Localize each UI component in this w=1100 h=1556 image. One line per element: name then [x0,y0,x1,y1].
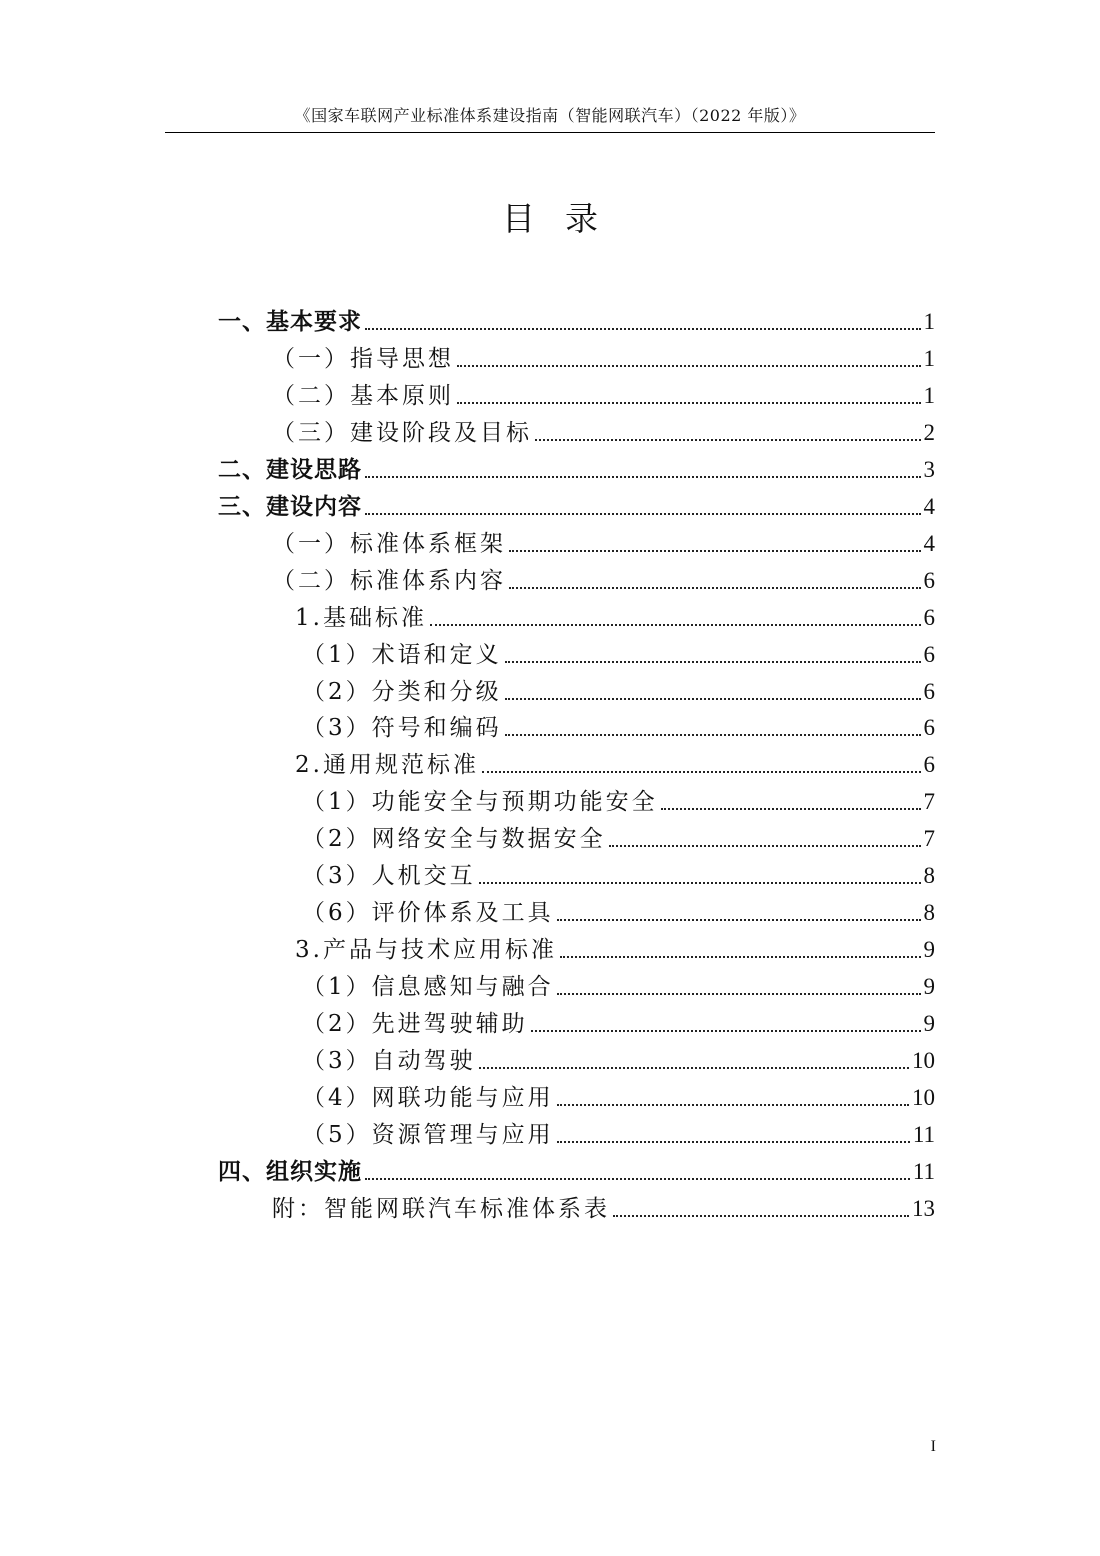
toc-entry[interactable] [302,891,935,928]
toc-leader-dots [479,1066,909,1069]
toc-entry[interactable] [295,743,935,780]
toc-entry[interactable] [302,1113,935,1150]
toc-leader-dots [560,955,921,958]
toc-entry[interactable] [302,817,935,854]
toc-entry[interactable] [272,522,935,559]
toc-entry-label: （3）符号和编码 [302,715,502,742]
toc-entry-page: 7 [923,826,935,852]
toc-entry-label: 一、基本要求 [218,309,362,335]
toc-leader-dots [531,1029,921,1032]
toc-entry-page: 6 [923,641,935,667]
toc-entry[interactable] [302,780,935,817]
toc-leader-dots [509,549,921,552]
toc-entry-page: 10 [912,1048,935,1073]
toc-leader-dots [535,438,921,441]
toc-entry-label: 三、建设内容 [218,493,362,520]
toc-leader-dots [365,1177,910,1180]
toc-leader-dots [430,623,921,626]
toc-entry-page: 9 [923,1011,935,1037]
toc-leader-dots [557,1103,909,1106]
toc-entry[interactable] [218,300,935,337]
toc-entry-label: 四、组织实施 [218,1158,362,1185]
toc-entry-label: （二）基本原则 [272,382,454,409]
toc-leader-dots [505,733,921,736]
toc-entry-label: （一）指导思想 [272,345,454,372]
toc-entry-page: 6 [923,678,935,704]
header-rule [165,132,935,133]
toc-entry-label: （一）标准体系框架 [272,530,506,557]
toc-entry[interactable] [295,596,935,633]
toc-leader-dots [505,660,921,663]
toc-entry[interactable] [272,374,935,411]
toc-entry[interactable] [302,633,935,670]
toc-entry-label: （4）网联功能与应用 [302,1084,554,1111]
toc-entry-label: （2）分类和分级 [302,678,502,705]
toc-entry-page: 4 [923,493,935,519]
toc-leader-dots [457,401,921,404]
toc-entry-label: （3）自动驾驶 [302,1048,476,1074]
toc-entry-page: 1 [923,345,935,371]
toc-entry-label: （6）评价体系及工具 [302,900,554,927]
toc-entry-label: （3）人机交互 [302,863,476,890]
toc-entry[interactable] [302,854,935,891]
toc-entry-page: 6 [923,567,935,593]
toc-leader-dots [557,918,921,921]
toc-entry-page: 1 [923,382,935,408]
toc-leader-dots [365,475,921,478]
toc-leader-dots [613,1214,909,1217]
toc-entry-label: （三）建设阶段及目标 [272,419,532,446]
toc-entry[interactable] [218,1150,935,1187]
toc-entry[interactable] [302,1002,935,1039]
toc-entry-label: （1）术语和定义 [302,641,502,668]
toc-entry-page: 11 [912,1121,935,1147]
toc-entry-label: 二、建设思路 [218,456,362,483]
toc-entry-label: （1）功能安全与预期功能安全 [302,789,658,816]
toc-entry-page: 2 [923,419,935,445]
toc-entry[interactable] [302,706,935,743]
toc-entry-label: （2）网络安全与数据安全 [302,826,606,853]
toc-entry[interactable] [295,928,935,965]
toc-entry-page: 4 [923,530,935,556]
toc-entry[interactable] [302,965,935,1002]
toc-leader-dots [609,844,921,847]
running-header: 《国家车联网产业标准体系建设指南（智能网联汽车）（2022 年版）》 [294,106,806,125]
toc-entry-page: 7 [923,789,935,815]
toc-entry[interactable] [302,1076,935,1113]
toc-entry-label: 1.基础标准 [295,604,427,631]
page-number: I [930,1438,936,1455]
toc-entry[interactable] [218,485,935,522]
toc-leader-dots [482,770,921,773]
toc-entry-page: 13 [912,1195,935,1221]
toc-entry[interactable] [272,411,935,448]
toc-leader-dots [557,992,921,995]
toc-entry-label: （5）资源管理与应用 [302,1121,554,1148]
toc-entry[interactable] [272,559,935,596]
toc-entry-label: （1）信息感知与融合 [302,974,554,1001]
toc-entry[interactable] [272,337,935,374]
toc-entry-label: 3.产品与技术应用标准 [295,937,557,964]
toc-entry[interactable] [302,670,935,707]
toc-leader-dots [365,512,921,515]
toc-entry-page: 6 [923,715,935,741]
toc-entry-label: 附：智能网联汽车标准体系表 [272,1195,610,1222]
toc-leader-dots [505,697,921,700]
toc-entry-page: 9 [923,974,935,1000]
toc-entry[interactable] [302,1039,935,1076]
toc-entry-page: 10 [912,1084,935,1110]
toc-leader-dots [509,586,921,589]
toc-entry-page: 6 [923,752,935,778]
toc-entry-page: 9 [923,937,935,963]
toc-leader-dots [661,807,921,810]
toc-leader-dots [457,364,921,367]
page-title: 目录 [502,199,628,238]
toc-leader-dots [479,881,921,884]
toc-entry-page: 11 [912,1158,935,1184]
toc-leader-dots [365,327,921,330]
toc-entry-page: 8 [923,900,935,926]
toc-entry-page: 1 [923,309,935,334]
toc-entry-label: （2）先进驾驶辅助 [302,1011,528,1038]
toc-entry[interactable] [272,1187,935,1224]
toc-entry-page: 8 [923,863,935,889]
toc-leader-dots [557,1140,910,1143]
toc-entry-label: 2.通用规范标准 [295,752,479,779]
toc-entry[interactable] [218,448,935,485]
toc-entry-page: 6 [923,604,935,630]
toc-entry-page: 3 [923,456,935,482]
toc-entry-label: （二）标准体系内容 [272,567,506,594]
